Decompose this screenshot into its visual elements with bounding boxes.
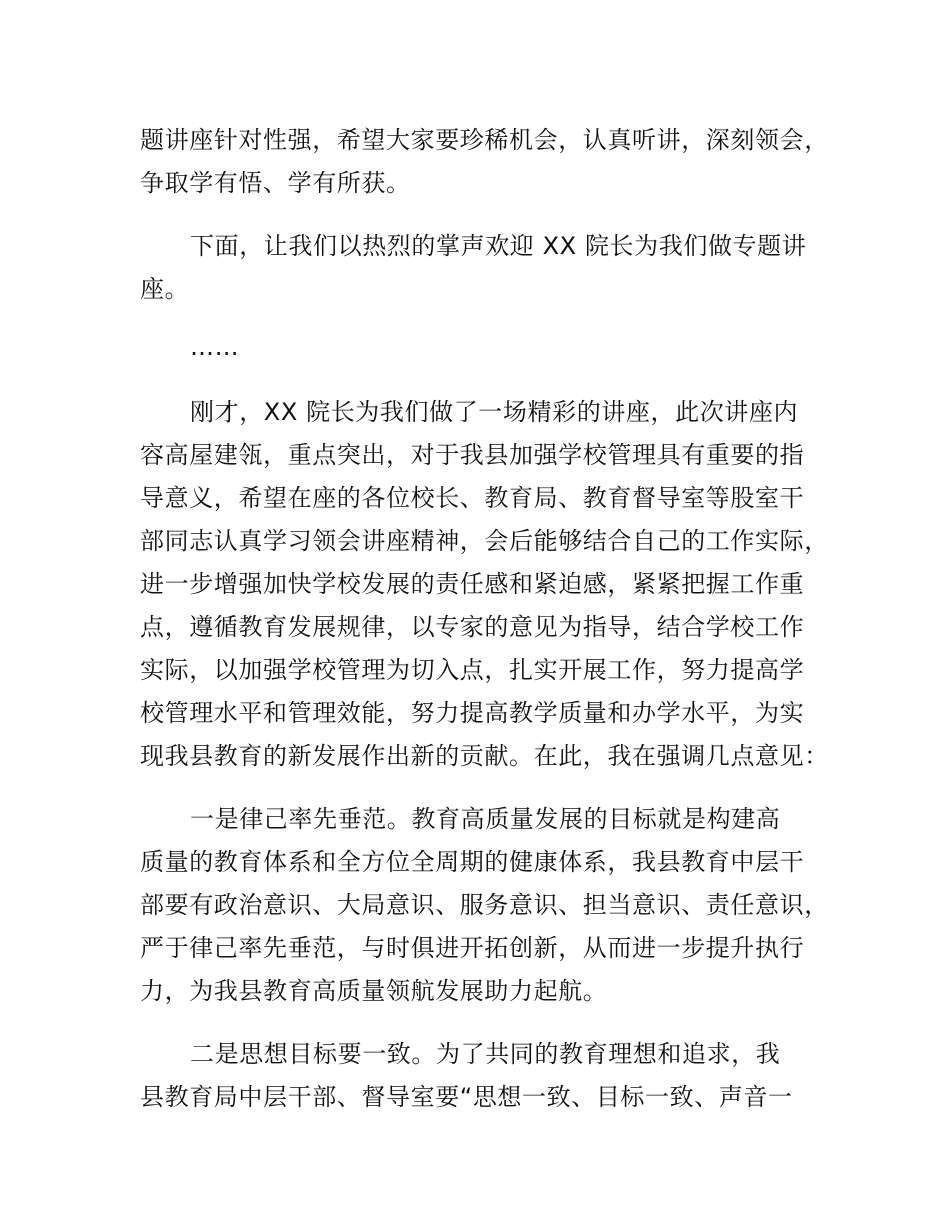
text-line: 进一步增强加快学校发展的责任感和紧迫感，紧紧把握工作重 — [140, 570, 805, 598]
text-line: 部要有政治意识、大局意识、服务意识、担当意识、责任意识， — [140, 891, 829, 919]
text-line: 校管理水平和管理效能，努力提高教学质量和办学水平，为实 — [140, 699, 805, 727]
text-line: 下面，让我们以热烈的掌声欢迎 XX 院长为我们做专题讲 — [190, 232, 807, 260]
text-line: 力，为我县教育高质量领航发展助力起航。 — [140, 977, 608, 1005]
text-line: 严于律己率先垂范，与时俱进开拓创新，从而进一步提升执行 — [140, 934, 805, 962]
text-line: 实际，以加强学校管理为切入点，扎实开展工作，努力提高学 — [140, 656, 805, 684]
text-line: 部同志认真学习领会讲座精神，会后能够结合自己的工作实际， — [140, 527, 829, 555]
text-line: 题讲座针对性强，希望大家要珍稀机会，认真听讲，深刻领会， — [140, 126, 829, 154]
text-line: 点，遵循教育发展规律，以专家的意见为指导，结合学校工作 — [140, 613, 805, 641]
ellipsis-line: …… — [190, 333, 240, 361]
text-line: 座。 — [140, 275, 190, 303]
text-line: 一是律己率先垂范。教育高质量发展的目标就是构建高 — [190, 805, 781, 833]
text-line: 争取学有悟、学有所获。 — [140, 169, 411, 197]
text-line: 刚才，XX 院长为我们做了一场精彩的讲座，此次讲座内 — [190, 398, 799, 426]
text-line: 现我县教育的新发展作出新的贡献。在此，我在强调几点意见： — [140, 742, 829, 770]
text-line: 导意义，希望在座的各位校长、教育局、教育督导室等股室干 — [140, 484, 805, 512]
text-line: 质量的教育体系和全方位全周期的健康体系，我县教育中层干 — [140, 848, 805, 876]
text-line: 容高屋建瓴，重点突出，对于我县加强学校管理具有重要的指 — [140, 441, 805, 469]
text-line: 二是思想目标要一致。为了共同的教育理想和追求，我 — [190, 1040, 781, 1068]
text-line: 县教育局中层干部、督导室要“思想一致、目标一致、声音一 — [140, 1083, 793, 1111]
